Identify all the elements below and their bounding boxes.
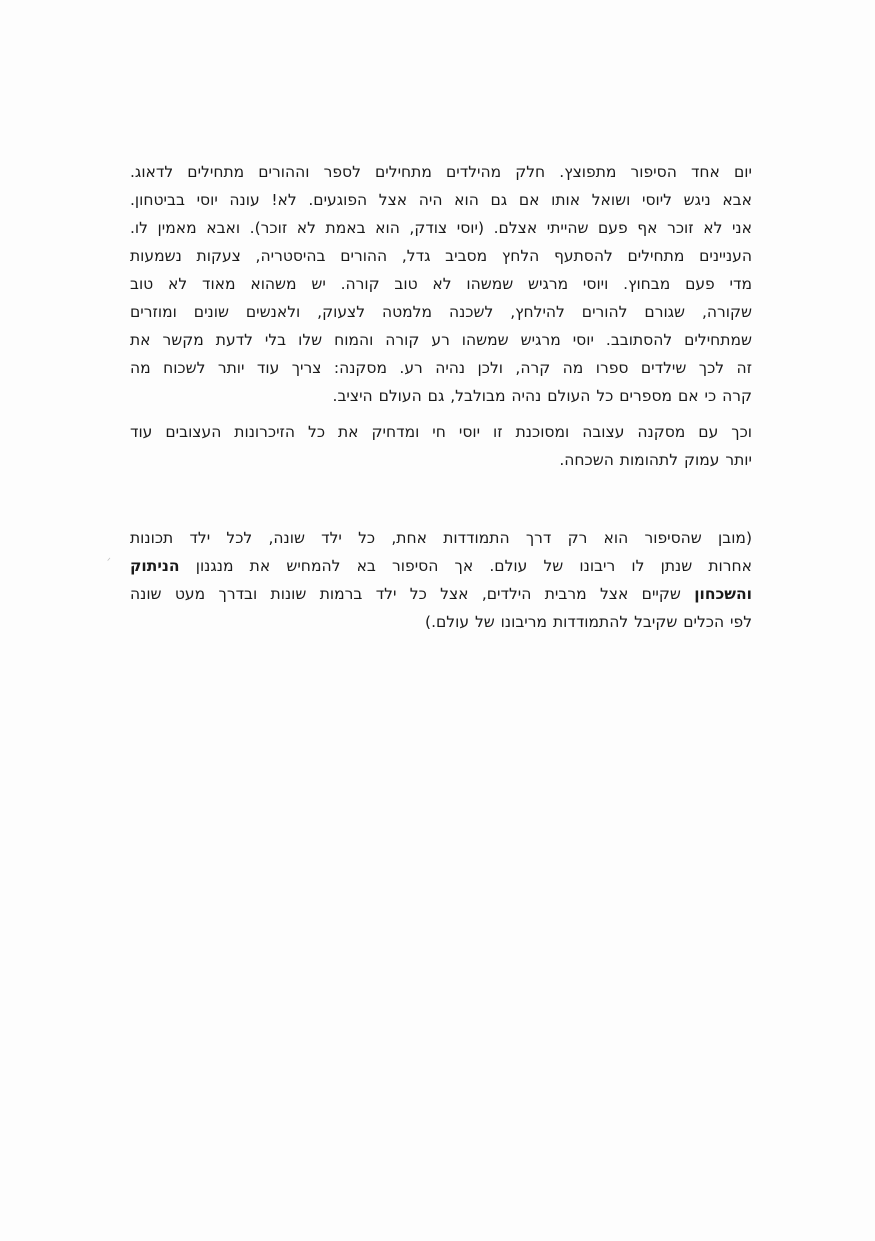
paragraph-conclusion (130, 418, 752, 474)
scan-speck-mark: ᐟ (107, 557, 111, 567)
text-line: מדי פעם מבחוץ. ויוסי מרגיש שמשהו לא טוב קורה. יש משהוא מאוד לא טוב (130, 275, 752, 293)
paragraph-note (130, 524, 752, 636)
text-line: אבא ניגש ליוסי ושואל אותו אם גם הוא היה אצל הפוגעים. לא! עונה יוסי בביטחון. (130, 191, 752, 209)
text-line: וכך עם מסקנה עצובה ומסוכנת זו יוסי חי ומדחיק את כל הזיכרונות העצובים עוד (130, 423, 752, 441)
text-line: זה לכך שילדים ספרו מה קרה, ולכן נהיה רע. מסקנה: צריך עוד יותר לשכוח מה (130, 359, 752, 377)
text-line: שמתחילים להסתובב. יוסי מרגיש שמשהו רע קורה והמוח שלו בלי לדעת מקשר את (130, 331, 752, 349)
bold-term-disconnection: הניתוק (130, 557, 180, 575)
text-line: אני לא זוכר אף פעם שהייתי אצלם. (יוסי צודק, הוא באמת לא זוכר). ואבא מאמין לו. (130, 219, 752, 237)
text-line: שקורה, שגורם להורים להילחץ, לשכנה מלמטה לצעוק, ולאנשים שונים ומוזרים (130, 303, 752, 321)
text-line: העניינים מתחילים להסתעף הלחץ מסביב גדל, ההורים בהיסטריה, צעקות נשמעות (130, 247, 752, 265)
text-line: יום אחד הסיפור מתפוצץ. חלק מהילדים מתחילים לספר וההורים מתחילים לדאוג. (130, 163, 752, 181)
text-line (130, 552, 752, 580)
text-segment: שקיים אצל מרבית הילדים, אצל כל ילד ברמות שונות ובדרך מעט שונה (130, 585, 695, 603)
text-line: לפי הכלים שקיבל להתמודדות מריבונו של עולם.) (425, 613, 752, 631)
text-line (130, 580, 752, 608)
text-line: יותר עמוק לתהומות השכחה. (559, 451, 752, 469)
text-line: קרה כי אם מספרים כל העולם נהיה מבולבל, גם העולם היציב. (332, 387, 752, 405)
text-segment: אחרות שנתן לו ריבונו של עולם. אך הסיפור בא להמחיש את מנגנון (179, 557, 752, 575)
bold-term-forgetting: והשכחון (694, 585, 752, 603)
paragraph-story (130, 158, 752, 410)
text-line: (מובן שהסיפור הוא רק דרך התמודדות אחת, כל ילד שונה, לכל ילד תכונות (130, 529, 752, 547)
